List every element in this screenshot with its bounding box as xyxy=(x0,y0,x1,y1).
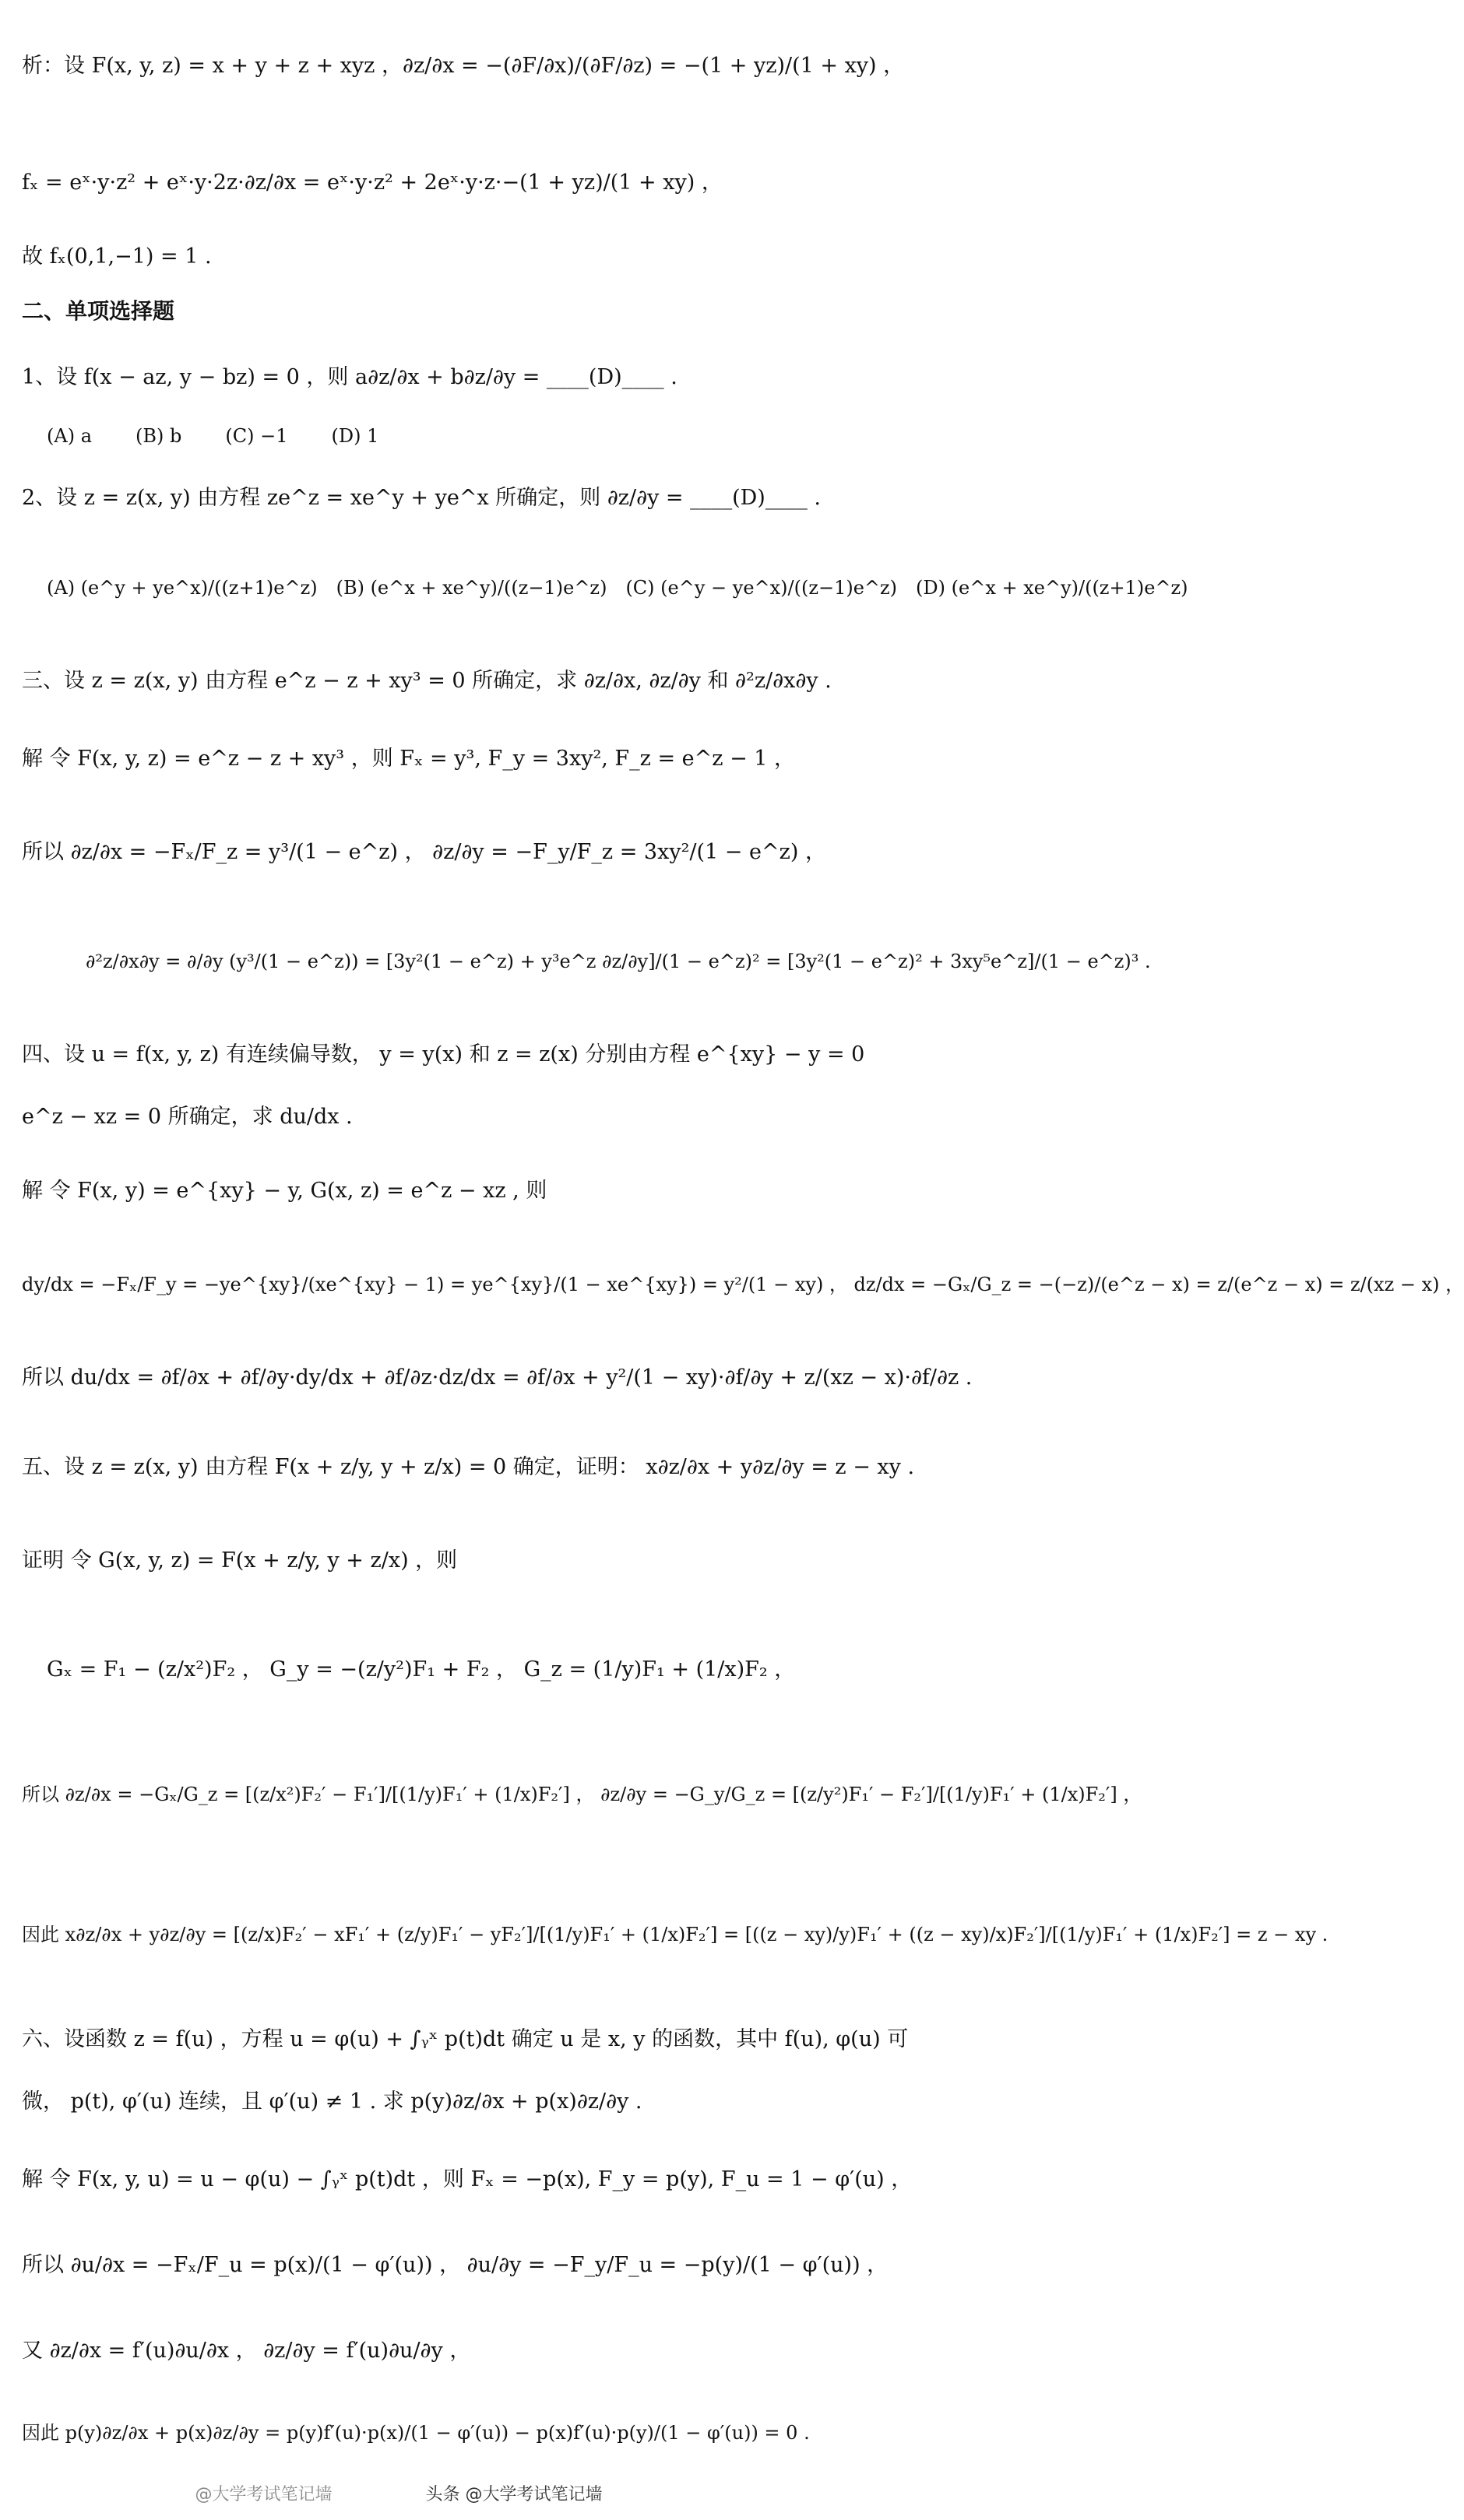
option-b: (B) b xyxy=(135,424,182,447)
question-2-options xyxy=(0,545,1188,631)
problem-6-statement: 六、设函数 z = f(u) ，方程 u = φ(u) + ∫ᵧˣ p(t)dt 确定 u 是 x, y 的函数，其中 f(u), φ(u) 可 xyxy=(22,2026,909,2051)
problem-3-first-derivatives: 所以 ∂z/∂x = −Fₓ/F_z = y³/(1 − e^z) ， ∂z/∂y = −F_y/F_z = 3xy²/(1 − e^z) ， xyxy=(22,839,826,864)
problem-3-mixed-derivative: ∂²z/∂x∂y = ∂/∂y (y³/(1 − e^z)) = [3y²(1 − e^z) + y³e^z ∂z/∂y]/(1 − e^z)² = [3y²(1 − e^z)² + 3xy⁵e^z]/(1 − e^z)³ . xyxy=(86,950,1151,972)
option-d: (D) (e^x + xe^y)/((z+1)e^z) xyxy=(916,576,1188,599)
toutiao-watermark: 头条 @大学考试笔记墙 xyxy=(425,2484,603,2504)
option-c: (C) −1 xyxy=(225,424,288,447)
solution-line-F: 析：设 F(x, y, z) = x + y + z + xyz ，∂z/∂x = −(∂F/∂x)/(∂F/∂z) = −(1 + yz)/(1 + xy) ， xyxy=(22,53,905,78)
problem-6-statement-cont: 微， p(t), φ′(u) 连续，且 φ′(u) ≠ 1 . 求 p(y)∂z/∂x + p(x)∂z/∂y . xyxy=(22,2089,642,2114)
option-a: (A) a xyxy=(47,424,92,447)
section-heading-multiple-choice: 二、单项选择题 xyxy=(22,298,175,325)
question-1: 1、设 f(x − az, y − bz) = 0 ，则 a∂z/∂x + b∂z/∂y = ____(D)____ . xyxy=(22,364,677,389)
question-1-options xyxy=(0,416,797,455)
problem-5-proof-intro: 证明 令 G(x, y, z) = F(x + z/y, y + z/x) ，则 xyxy=(22,1548,458,1573)
problem-4-implicit-derivatives: dy/dx = −Fₓ/F_y = −ye^{xy}/(xe^{xy} − 1) = ye^{xy}/(1 − xe^{xy}) = y²/(1 − xy) ， dz/dx = −Gₓ/G_z = −(−z)/(e^z − x) = z/(e^z − x) = z/(xz − x) ， xyxy=(22,1273,1464,1295)
problem-4-statement-cont: e^z − xz = 0 所确定，求 du/dx . xyxy=(22,1104,353,1129)
problem-5-conclusion: 因此 x∂z/∂x + y∂z/∂y = [(z/x)F₂′ − xF₁′ + (z/y)F₁′ − yF₂′]/[(1/y)F₁′ + (1/x)F₂′] = [((z − xy)/y)F₁′ + ((z − xy)/x)F₂′]/[(1/y)F₁′ + (1/x)F₂′] = z − xy . xyxy=(22,1923,1329,1945)
problem-4-solution-intro: 解 令 F(x, y) = e^{xy} − y, G(x, z) = e^z − xz , 则 xyxy=(22,1178,547,1203)
problem-6-dz-derivatives: 又 ∂z/∂x = f′(u)∂u/∂x ， ∂z/∂y = f′(u)∂u/∂y ， xyxy=(22,2338,471,2363)
option-d: (D) 1 xyxy=(331,424,379,447)
problem-3-solution-intro: 解 令 F(x, y, z) = e^z − z + xy³ ，则 Fₓ = y³, F_y = 3xy², F_z = e^z − 1 ， xyxy=(22,746,796,771)
watermark-footer xyxy=(0,2466,797,2520)
problem-4-statement: 四、设 u = f(x, y, z) 有连续偏导数， y = y(x) 和 z = z(x) 分别由方程 e^{xy} − y = 0 xyxy=(22,1042,865,1067)
problem-3-statement: 三、设 z = z(x, y) 由方程 e^z − z + xy³ = 0 所确定，求 ∂z/∂x, ∂z/∂y 和 ∂²z/∂x∂y . xyxy=(22,668,832,693)
problem-6-du-derivatives: 所以 ∂u/∂x = −Fₓ/F_u = p(x)/(1 − φ′(u)) ， ∂u/∂y = −F_y/F_u = −p(y)/(1 − φ′(u)) ， xyxy=(22,2252,889,2277)
weibo-watermark: @大学考试笔记墙 xyxy=(195,2484,333,2504)
problem-6-conclusion: 因此 p(y)∂z/∂x + p(x)∂z/∂y = p(y)f′(u)·p(x)/(1 − φ′(u)) − p(x)f′(u)·p(y)/(1 − φ′(u)) = 0 . xyxy=(22,2421,810,2444)
problem-5-statement: 五、设 z = z(x, y) 由方程 F(x + z/y, y + z/x) = 0 确定，证明： x∂z/∂x + y∂z/∂y = z − xy . xyxy=(22,1454,915,1479)
problem-6-solution-intro: 解 令 F(x, y, u) = u − φ(u) − ∫ᵧˣ p(t)dt ，则 Fₓ = −p(x), F_y = p(y), F_u = 1 − φ′(u) ， xyxy=(22,2167,913,2191)
question-2: 2、设 z = z(x, y) 由方程 ze^z = xe^y + ye^x 所确定，则 ∂z/∂y = ____(D)____ . xyxy=(22,485,821,510)
solution-line-fx: fₓ = eˣ·y·z² + eˣ·y·2z·∂z/∂x = eˣ·y·z² + 2eˣ·y·z·−(1 + yz)/(1 + xy) ， xyxy=(22,170,723,195)
option-b: (B) (e^x + xe^y)/((z−1)e^z) xyxy=(336,576,607,599)
option-a: (A) (e^y + ye^x)/((z+1)e^z) xyxy=(47,576,318,599)
problem-5-partials: Gₓ = F₁ − (z/x²)F₂ ， G_y = −(z/y²)F₁ + F₂ ， G_z = (1/y)F₁ + (1/x)F₂ ， xyxy=(47,1657,796,1682)
solution-line-result: 故 fₓ(0,1,−1) = 1 . xyxy=(22,244,212,269)
problem-5-dz-expressions: 所以 ∂z/∂x = −Gₓ/G_z = [(z/x²)F₂′ − F₁′]/[(1/y)F₁′ + (1/x)F₂′] ， ∂z/∂y = −G_y/G_z = [(z/y²)F₁′ − F₂′]/[(1/y)F₁′ + (1/x)F₂′] ， xyxy=(22,1783,1142,1805)
option-c: (C) (e^y − ye^x)/((z−1)e^z) xyxy=(625,576,898,599)
problem-4-total-derivative: 所以 du/dx = ∂f/∂x + ∂f/∂y·dy/dx + ∂f/∂z·dz/dx = ∂f/∂x + y²/(1 − xy)·∂f/∂y + z/(xz − x)·∂f/∂z . xyxy=(22,1365,973,1390)
